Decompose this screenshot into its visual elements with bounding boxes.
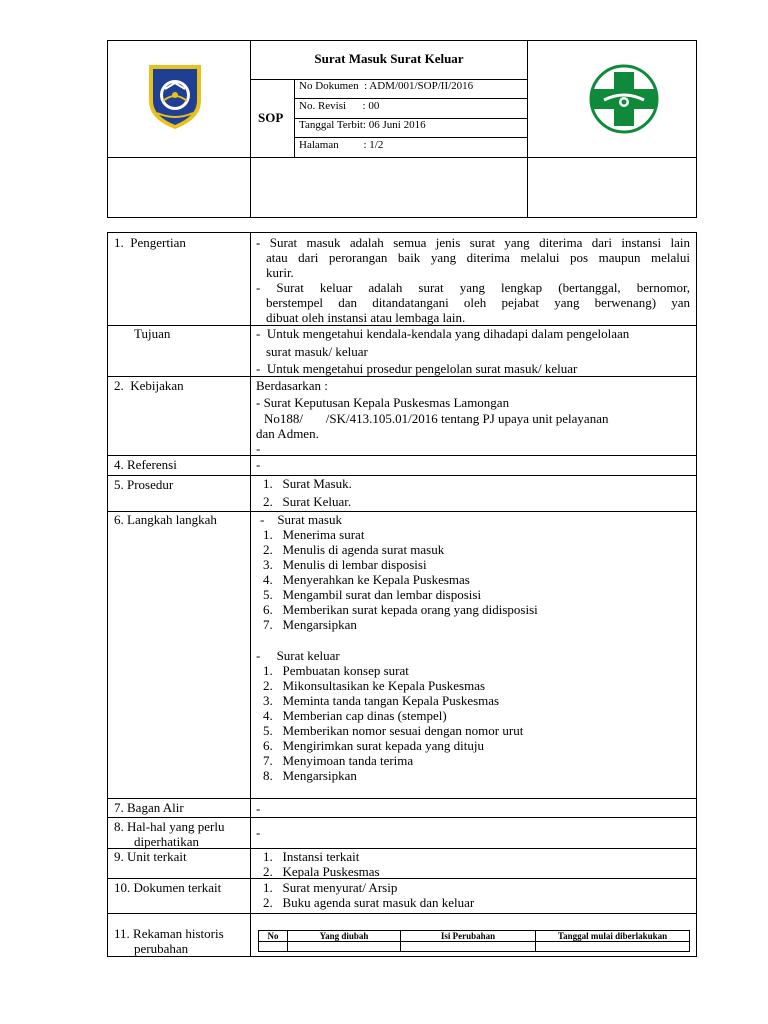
halaman: Halaman : 1/2 (299, 139, 384, 151)
sop-label: SOP (258, 110, 284, 125)
tujuan-text: - Untuk mengetahui prosedur pengelolan surat masuk/ keluar (256, 361, 578, 376)
langkah-masuk-step: 6. Memberikan surat kepada orang yang didisposisi (263, 602, 538, 617)
tujuan-text: surat masuk/ keluar (266, 344, 368, 359)
label-prosedur: 5. Prosedur (114, 477, 174, 492)
row-divider (108, 376, 696, 377)
unit-terkait-item: 2. Kepala Puskesmas (263, 864, 380, 879)
row-divider (108, 455, 696, 456)
no-dokumen: No Dokumen : ADM/001/SOP/II/2016 (299, 80, 474, 92)
header-divider (108, 157, 696, 158)
label-hal-hal-cont: diperhatikan (134, 834, 199, 849)
langkah-masuk-heading: - Surat masuk (260, 512, 342, 527)
pengertian-text: atau dari perorangan baik yang diterima melalui pos maupun melalui (266, 250, 690, 265)
langkah-keluar-step: 1. Pembuatan konsep surat (263, 663, 409, 678)
history-header-no: No (267, 931, 279, 941)
prosedur-item: 1. Surat Masuk. (263, 476, 352, 491)
tanggal-terbit: Tanggal Terbit: 06 Juni 2016 (299, 119, 426, 131)
label-tujuan: Tujuan (134, 326, 171, 341)
langkah-keluar-step: 4. Memberian cap dinas (stempel) (263, 708, 447, 723)
pengertian-text: - Surat masuk adalah semua jenis surat yang diterima dari instansi lain (256, 235, 690, 250)
pengertian-text: dibuat oleh instansi atau lembaga lain. (266, 310, 466, 325)
langkah-keluar-heading: - Surat keluar (256, 648, 340, 663)
langkah-masuk-step: 4. Menyerahkan ke Kepala Puskesmas (263, 572, 470, 587)
row-divider (108, 878, 696, 879)
label-bagan-alir: 7. Bagan Alir (114, 800, 184, 815)
langkah-masuk-step: 5. Mengambil surat dan lembar disposisi (263, 587, 482, 602)
langkah-masuk-step: 2. Menulis di agenda surat masuk (263, 542, 445, 557)
pengertian-text: kurir. (266, 265, 294, 280)
history-header-tanggal: Tanggal mulai diberlakukan (557, 931, 668, 941)
hal-hal-value: - (256, 825, 261, 840)
label-rekaman-historis: 11. Rekaman historis (114, 926, 224, 941)
puskesmas-cross-logo (584, 64, 664, 134)
label-langkah: 6. Langkah langkah (114, 512, 217, 527)
history-header-yang-diubah: Yang diubah (319, 931, 369, 941)
regional-emblem-logo (143, 61, 207, 131)
sop-header-table (107, 40, 697, 218)
langkah-keluar-step: 7. Menyimoan tanda terima (263, 753, 414, 768)
header-divider (527, 41, 528, 217)
header-divider (295, 98, 527, 99)
row-divider (108, 817, 696, 818)
kebijakan-text: No188/ /SK/413.105.01/2016 tentang PJ upaya unit pelayanan (264, 411, 609, 426)
header-divider (295, 137, 527, 138)
row-divider (108, 913, 696, 914)
history-header-isi-perubahan: Isi Perubahan (440, 931, 496, 941)
langkah-keluar-step: 8. Mengarsipkan (263, 768, 357, 783)
label-referensi: 4. Referensi (114, 457, 177, 472)
change-history-table (258, 930, 690, 952)
dokumen-terkait-item: 1. Surat menyurat/ Arsip (263, 880, 398, 895)
row-divider (108, 798, 696, 799)
pengertian-text: - Surat keluar adalah surat yang lengkap (bertanggal, bernomor, (256, 280, 690, 295)
langkah-masuk-step: 3. Menulis di lembar disposisi (263, 557, 427, 572)
kebijakan-text: - (256, 441, 261, 456)
document-title: Surat Masuk Surat Keluar (314, 51, 464, 66)
label-dokumen-terkait: 10. Dokumen terkait (114, 880, 222, 895)
kebijakan-text: - Surat Keputusan Kepala Puskesmas Lamongan (256, 395, 510, 410)
label-hal-hal: 8. Hal-hal yang perlu (114, 819, 225, 834)
header-divider (250, 41, 251, 217)
langkah-keluar-step: 3. Meminta tanda tangan Kepala Puskesmas (263, 693, 500, 708)
label-rekaman-historis-cont: perubahan (134, 941, 189, 956)
no-revisi: No. Revisi : 00 (299, 100, 380, 112)
langkah-keluar-step: 6. Mengirimkan surat kepada yang dituju (263, 738, 484, 753)
bagan-alir-value: - (256, 801, 261, 816)
tujuan-text: - Untuk mengetahui kendala-kendala yang dihadapi dalam pengelolaan (256, 326, 630, 341)
dokumen-terkait-item: 2. Buku agenda surat masuk dan keluar (263, 895, 475, 910)
label-unit-terkait: 9. Unit terkait (114, 849, 187, 864)
prosedur-item: 2. Surat Keluar. (263, 494, 352, 509)
langkah-keluar-step: 2. Mikonsultasikan ke Kepala Puskesmas (263, 678, 486, 693)
label-pengertian: 1. Pengertian (114, 235, 186, 250)
referensi-value: - (256, 457, 261, 472)
kebijakan-text: Berdasarkan : (256, 378, 328, 393)
pengertian-text: berstempel dan ditandatangani oleh pejabat yang berwenang) yan (266, 295, 690, 310)
row-divider (108, 475, 696, 476)
sop-content-table (107, 232, 697, 957)
langkah-masuk-step: 1. Menerima surat (263, 527, 365, 542)
langkah-keluar-step: 5. Memberikan nomor sesuai dengan nomor urut (263, 723, 524, 738)
label-kebijakan: 2. Kebijakan (114, 378, 184, 393)
kebijakan-text: dan Admen. (256, 426, 319, 441)
unit-terkait-item: 1. Instansi terkait (263, 849, 360, 864)
langkah-masuk-step: 7. Mengarsipkan (263, 617, 357, 632)
